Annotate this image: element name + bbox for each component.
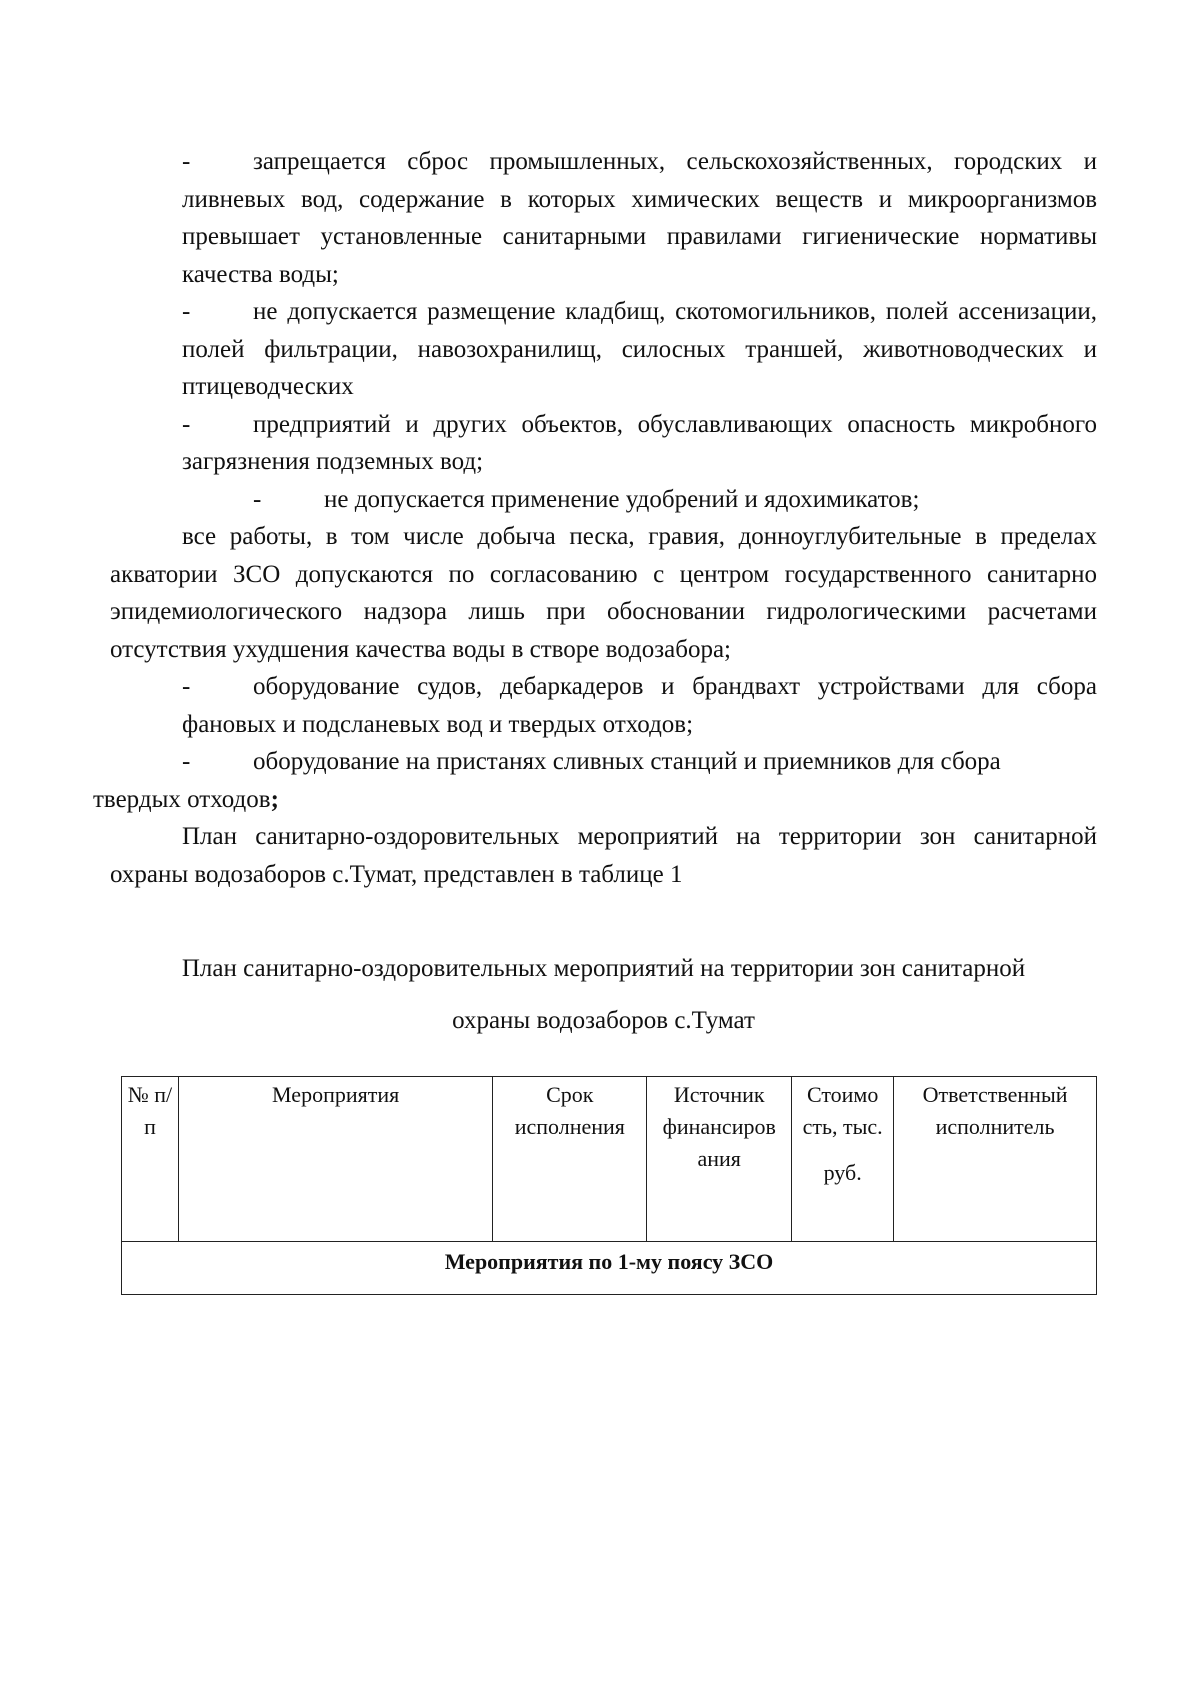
header-term: Срок исполнения xyxy=(493,1077,647,1242)
plan-table xyxy=(121,1076,1097,1295)
paragraph-fertilizer-ban xyxy=(110,481,1097,519)
semicolon: ; xyxy=(270,785,279,813)
header-funding-source: Источник финансиров ания xyxy=(647,1077,792,1242)
table-section-row xyxy=(122,1242,1097,1295)
bullet-dash: - xyxy=(182,748,191,775)
bullet-dash: - xyxy=(253,485,262,513)
paragraph-text: не допускается размещение кладбищ, скотомогильников, полей ассенизации, полей фильтрации, навозохранилищ, силосных траншей, животноводческих и птицеводческих xyxy=(182,298,1097,400)
paragraph-text: предприятий и других объектов, обуславливающих опасность микробного загрязнения подземных вод; xyxy=(182,410,1097,475)
table-caption-line2: охраны водозаборов с.Тумат xyxy=(452,1007,755,1034)
paragraph-piers xyxy=(110,743,1097,781)
bullet-dash: - xyxy=(182,410,191,438)
table-caption-line1: План санитарно-оздоровительных мероприятий на территории зон санитарной xyxy=(181,955,1026,982)
table-header-row xyxy=(122,1077,1097,1242)
paragraph-text: твердых отходов xyxy=(93,785,271,813)
header-cost-unit: руб. xyxy=(823,1160,862,1185)
header-responsible: Ответственный исполнитель xyxy=(894,1077,1097,1242)
paragraph-text: запрещается сброс промышленных, сельскохозяйственных, городских и ливневых вод, содержание в которых химических веществ и микроорганизмов превышает установленные санитарными правилами гигиенические нормативы качества воды; xyxy=(182,148,1097,288)
header-cost-label: Стоимо сть, тыс. xyxy=(802,1082,883,1139)
paragraph-works: все работы, в том числе добыча песка, гравия, донноуглубительные в пределах акватории ЗСО допускаются по согласованию с центром государственного санитарно эпидемиологического надзора лишь при обосновании гидрологическими расчетами отсутствия ухудшения качества воды в створе водозабора; xyxy=(110,523,1097,663)
bullet-dash: - xyxy=(182,673,191,700)
paragraph-enterprises xyxy=(110,406,1097,481)
paragraph-text: оборудование судов, дебаркадеров и брандвахт устройствами для сбора фановых и подсланевых вод и твердых отходов; xyxy=(182,673,1097,738)
header-number: № п/п xyxy=(122,1077,179,1242)
header-cost xyxy=(792,1077,894,1242)
bullet-dash: - xyxy=(182,148,191,175)
paragraph-plan-intro: План санитарно-оздоровительных мероприятий на территории зон санитарной охраны водозаборов с.Тумат, представлен в таблице 1 xyxy=(110,823,1097,888)
paragraph-cemetery-ban xyxy=(110,293,1097,406)
body-text xyxy=(93,143,1097,893)
paragraph-ships xyxy=(110,668,1097,743)
paragraph-sewage-ban xyxy=(110,143,1097,293)
paragraph-piers-continued xyxy=(93,781,1097,819)
bullet-dash: - xyxy=(182,298,191,325)
section-title: Мероприятия по 1-му поясу ЗСО xyxy=(122,1242,1097,1295)
header-activities: Мероприятия xyxy=(178,1077,492,1242)
paragraph-text: оборудование на пристанях сливных станций и приемников для сбора xyxy=(253,748,1001,775)
paragraph-text: не допускается применение удобрений и ядохимикатов; xyxy=(324,485,920,513)
